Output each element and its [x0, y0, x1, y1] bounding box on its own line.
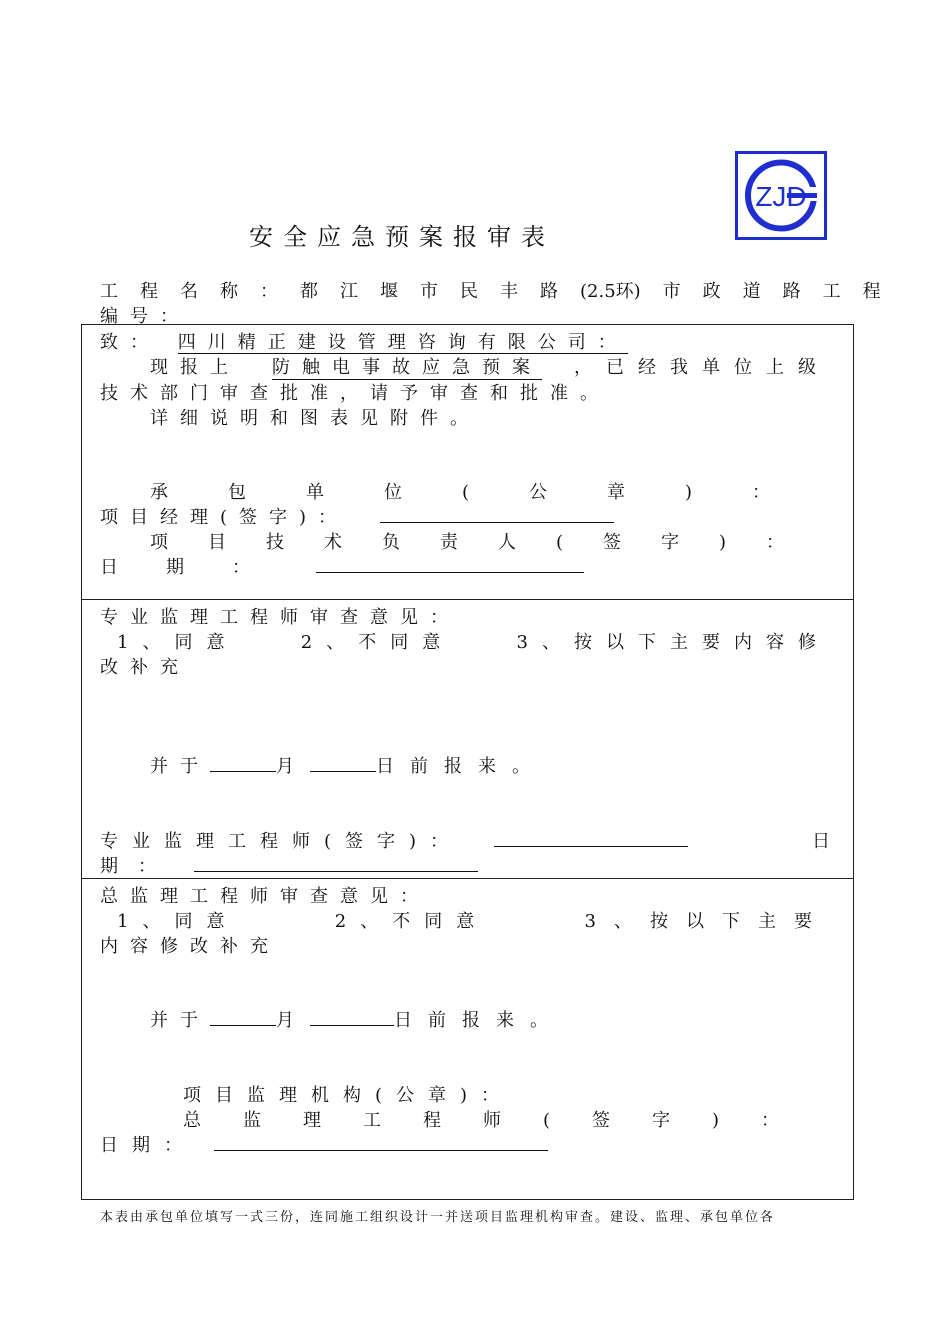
chief-opt-modify-cont: 内容修改补充 — [100, 936, 280, 957]
contractor-seal-label — [150, 478, 830, 504]
svg-text:ZJD: ZJD — [755, 181, 807, 212]
specialist-opt-disagree[interactable]: 2、不同意 — [300, 632, 455, 653]
org-seal-label: 项目监理机构(公章)： — [183, 1085, 514, 1106]
chief-opt-modify[interactable]: 3、按以下主要 — [584, 911, 830, 932]
deadline-day-suffix-3: 日前报来。 — [394, 1010, 564, 1031]
row-divider-1 — [81, 599, 854, 600]
date-label-1: 日期： — [100, 557, 298, 578]
chief-opinion-heading: 总监理工程师审查意见： — [100, 886, 430, 907]
specialist-deadline-row — [150, 752, 546, 778]
deadline-month-field-2[interactable] — [210, 753, 276, 772]
to-row — [100, 328, 628, 354]
specialist-opt-modify[interactable]: 3、按以下主要内容修 — [516, 632, 830, 653]
specialist-sign-label: 专业监理工程师(签字)： — [100, 831, 463, 852]
specialist-options-row — [117, 628, 830, 654]
date-field-1[interactable] — [316, 554, 584, 573]
page-title: 安全应急预案报审表 — [249, 223, 555, 251]
specialist-opt-modify-cont: 改补充 — [100, 657, 190, 678]
chief-deadline-row — [150, 1006, 564, 1032]
specialist-opt-agree[interactable]: 1、同意 — [117, 632, 239, 653]
specialist-date-label-b: 期： — [100, 856, 176, 877]
project-name-label: 工程名称： — [100, 281, 300, 302]
specialist-sign-field[interactable] — [494, 828, 688, 847]
deadline-prefix-3: 并于 — [150, 1010, 210, 1031]
attachment-note: 详细说明和图表见附件。 — [150, 408, 480, 429]
specialist-date-label-a: 日 — [812, 831, 842, 852]
report-suffix: ，已经我单位上级 — [574, 357, 830, 378]
deadline-day-field-2[interactable] — [310, 753, 376, 772]
report-doc: 防触电事故应急预案 — [272, 353, 542, 380]
chief-date-field[interactable] — [214, 1132, 548, 1151]
footer-note: 本表由承包单位填写一式三份，连同施工组织设计一并送项目监理机构审查。建设、监理、承包单位各 — [100, 1210, 776, 1225]
deadline-month-label-2: 月 — [276, 756, 310, 777]
deadline-prefix-2: 并于 — [150, 756, 210, 777]
to-label: 致： — [100, 332, 160, 353]
project-number-label: 编号： — [100, 306, 190, 327]
chief-date-label: 日期： — [100, 1135, 196, 1156]
specialist-opinion-heading: 专业监理工程师审查意见： — [100, 607, 460, 628]
deadline-day-suffix-2: 日前报来。 — [376, 756, 546, 777]
approval-line: 技术部门审查批准，请予审查和批准。 — [100, 383, 610, 404]
pm-sign-field[interactable] — [380, 504, 614, 523]
zjd-logo-icon — [735, 151, 827, 240]
tech-sign-label: 项目技术负责人(签字)： — [150, 532, 825, 553]
date-row-1 — [100, 553, 584, 579]
contractor-seal-text: 承包单位(公章)： — [150, 482, 831, 503]
specialist-sign-row — [100, 827, 688, 853]
pm-sign-label: 项目经理(签字)： — [100, 507, 349, 528]
to-value: 四川精正建设管理咨询有限公司： — [177, 332, 628, 353]
deadline-day-field-3[interactable] — [310, 1007, 394, 1026]
chief-opt-agree[interactable]: 1、同意 — [117, 911, 239, 932]
pm-sign-row — [100, 503, 614, 529]
project-name-paren: (2.5环 — [580, 281, 634, 302]
specialist-date-field[interactable] — [194, 853, 478, 872]
project-name-value: 都江堰市民丰路 — [300, 281, 580, 302]
row-divider-2 — [81, 878, 854, 879]
chief-opt-disagree[interactable]: 2、不同意 — [334, 911, 489, 932]
chief-options-row — [117, 907, 830, 933]
project-name-suffix: )市政道路工程 — [633, 281, 903, 302]
specialist-date-row — [100, 852, 478, 878]
deadline-month-field-3[interactable] — [210, 1007, 276, 1026]
deadline-month-label-3: 月 — [276, 1010, 310, 1031]
project-name-row — [100, 277, 903, 303]
chief-sign-label: 总监理工程师(签字)： — [183, 1110, 822, 1131]
chief-date-row — [100, 1131, 548, 1157]
report-row — [150, 353, 830, 380]
report-prefix: 现报上 — [150, 357, 240, 378]
